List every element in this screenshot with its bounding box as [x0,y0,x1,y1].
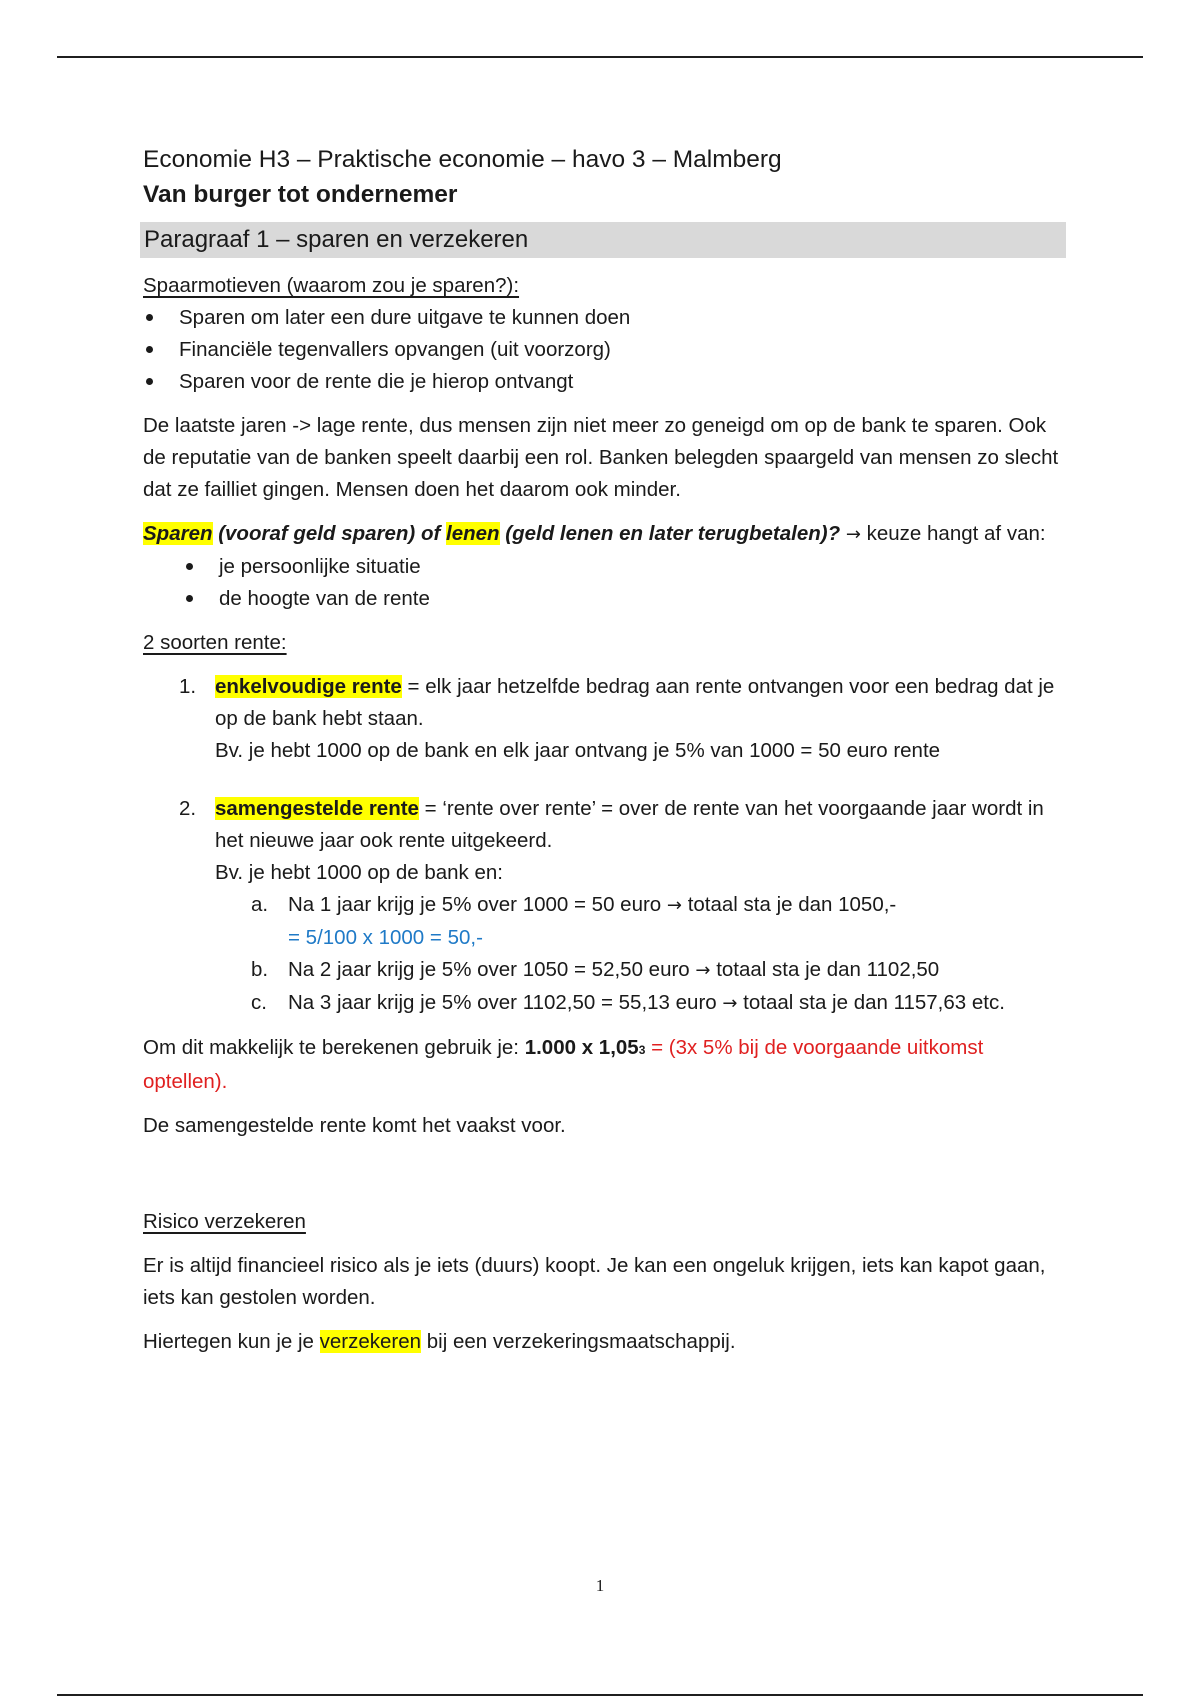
rente-context-paragraph: De laatste jaren -> lage rente, dus mensen zijn niet meer zo geneigd om op de bank te sparen. Ook de reputatie van de banken speelt daarbij een rol. Banken belegden spaargeld van mensen zo slecht dat ze failliet gingen. Mensen doen het daarom ook minder. [143,414,1059,501]
sub-list-item: b. Na 2 jaar krijg je 5% over 1050 = 52,50 euro → totaal sta je dan 1102,50 [143,954,1063,987]
rente-conclusion: De samengestelde rente komt het vaakst voor. [143,1114,566,1137]
list-item: Sparen voor de rente die je hierop ontvangt [143,366,1063,398]
arrow-right-icon: → [845,524,861,545]
document-title: Economie H3 – Praktische economie – havo 3 – Malmberg [143,146,782,173]
item-number: 2. [179,797,197,820]
calculation-note: = 5/100 x 1000 = 50,- [288,926,483,949]
arrow-right-icon: → [666,895,682,916]
risico-paragraph: Er is altijd financieel risico als je iets (duurs) koopt. Je kan een ongeluk krijgen, iets kan kapot gaan, iets kan gestolen worden. [143,1254,1046,1309]
rente-types-heading: 2 soorten rente: [143,631,287,654]
formula-expression: 1.000 x 1,05 [524,1036,639,1059]
document-subtitle: Van burger tot ondernemer [143,181,458,208]
document-page [143,142,1063,1358]
item-letter: a. [251,893,269,916]
spaarmotieven-list [143,302,1063,398]
rente-type-item: 1. enkelvoudige rente = elk jaar hetzelfde bedrag aan rente ontvangen voor een bedrag dat je op de bank hebt staan. Bv. je hebt 1000 op de bank en elk jaar ontvang je 5% van 1000 = 50 euro rente [143,671,1063,767]
formula-paragraph: Om dit makkelijk te berekenen gebruik je: 1.000 x 1,053 = (3x 5% bij de voorgaande uitkomst optellen). [143,1036,984,1093]
item-number: 1. [179,675,197,698]
highlight-term: samengestelde rente [215,797,419,820]
section-heading: Paragraaf 1 – sparen en verzekeren [140,222,1066,258]
risico-heading: Risico verzekeren [143,1210,306,1233]
formula-exponent: 3 [638,1043,646,1057]
sub-list-item: c. Na 3 jaar krijg je 5% over 1102,50 = 55,13 euro → totaal sta je dan 1157,63 etc. [143,987,1063,1020]
formula-note: = (3x 5% bij de voorgaande uitkomst optellen). [143,1036,984,1093]
example-text: Bv. je hebt 1000 op de bank en elk jaar ontvang je 5% van 1000 = 50 euro rente [215,739,941,762]
keuze-list [183,551,1063,615]
example-text: Bv. je hebt 1000 op de bank en: [215,861,503,884]
verzekeren-paragraph: Hiertegen kun je je verzekeren bij een verzekeringsmaatschappij. [143,1330,736,1353]
keuze-paragraph: Sparen (vooraf geld sparen) of lenen (geld lenen en later terugbetalen)? → keuze hangt af van: [143,522,1046,545]
list-item: je persoonlijke situatie [183,551,1063,583]
highlight-sparen: Sparen [143,522,213,545]
highlight-term: enkelvoudige rente [215,675,402,698]
arrow-right-icon: → [722,993,738,1014]
list-item: Sparen om later een dure uitgave te kunnen doen [143,302,1063,334]
item-letter: c. [251,991,267,1014]
highlight-lenen: lenen [446,522,500,545]
top-rule [57,56,1143,58]
list-item: Financiële tegenvallers opvangen (uit voorzorg) [143,334,1063,366]
item-letter: b. [251,958,269,981]
rente-type-item: 2. samengestelde rente = ‘rente over rente’ = over de rente van het voorgaande jaar wordt in het nieuwe jaar ook rente uitgekeerd. Bv. je hebt 1000 op de bank en: [143,793,1063,889]
list-item: de hoogte van de rente [183,583,1063,615]
arrow-right-icon: → [695,960,711,981]
page-number: 1 [595,1576,605,1595]
highlight-verzekeren: verzekeren [319,1330,422,1353]
bottom-rule [57,1694,1143,1696]
sub-list-item: a. Na 1 jaar krijg je 5% over 1000 = 50 euro → totaal sta je dan 1050,- = 5/100 x 1000 = 50,- [143,889,1063,954]
spaarmotieven-heading: Spaarmotieven (waarom zou je sparen?): [143,274,520,297]
